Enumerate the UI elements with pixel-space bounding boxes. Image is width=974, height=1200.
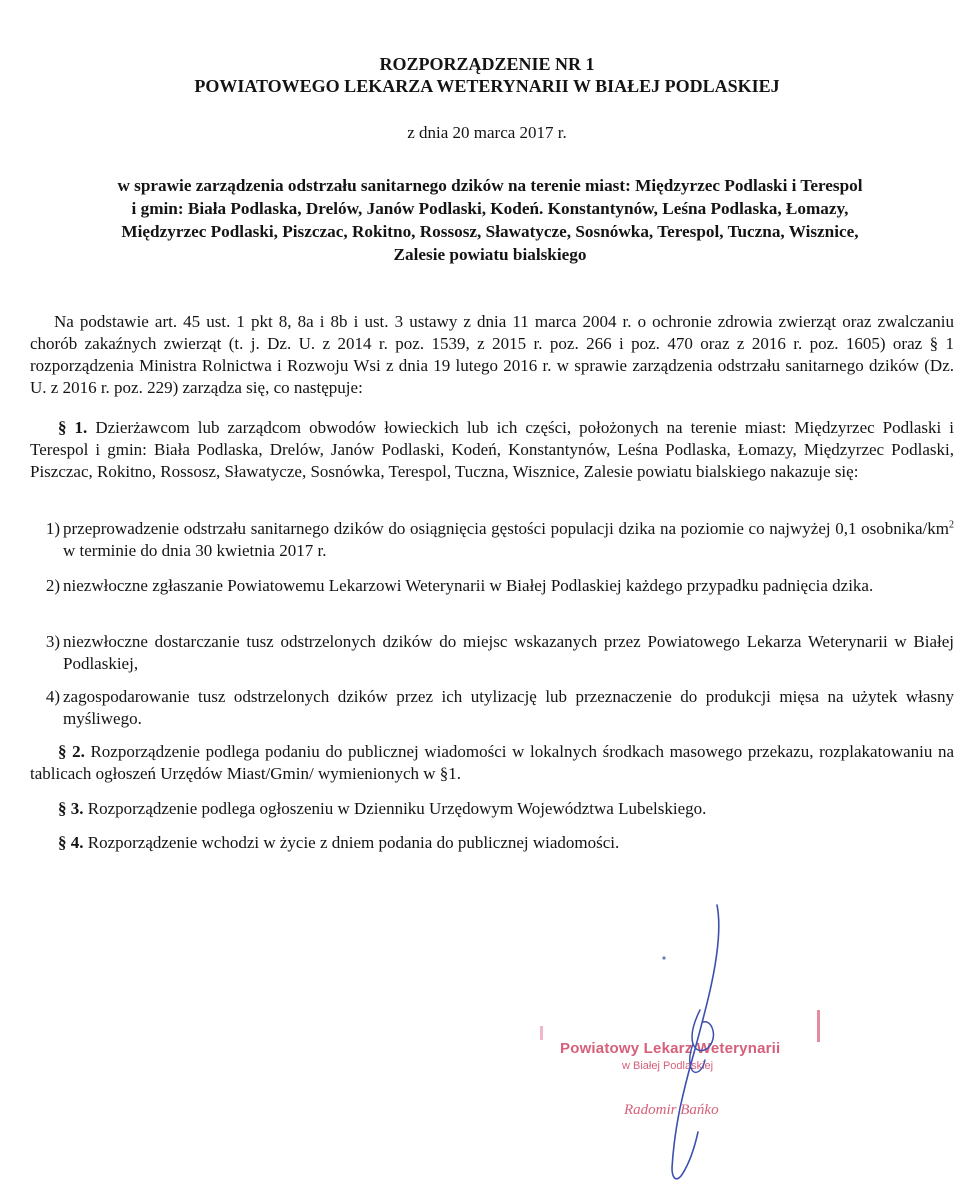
- list-item: [30, 631, 954, 675]
- document-title-line1: ROZPORZĄDZENIE NR 1: [379, 54, 595, 74]
- section-text: Rozporządzenie wchodzi w życie z dniem podania do publicznej wiadomości.: [87, 833, 620, 852]
- section-number: § 1.: [58, 418, 88, 437]
- section-4: [30, 832, 954, 854]
- official-stamp: [540, 1010, 830, 1150]
- section-text: Rozporządzenie podlega ogłoszeniu w Dzienniku Urzędowym Województwa Lubelskiego.: [87, 799, 707, 818]
- list-item-text: niezwłoczne zgłaszanie Powiatowemu Lekarzowi Weterynarii w Białej Podlaskiej każdego przypadku padnięcia dzika.: [63, 576, 874, 595]
- section-number: § 4.: [58, 833, 84, 852]
- list-item-number: 3): [45, 632, 60, 651]
- stamp-office-title: Powiatowy Lekarz Weterynarii: [560, 1040, 781, 1057]
- list-item-number: 4): [45, 687, 60, 706]
- section-2: [30, 741, 954, 785]
- stamp-mark: [817, 1010, 820, 1042]
- section-1: [30, 417, 954, 483]
- document-title-line2: POWIATOWEGO LEKARZA WETERYNARII W BIAŁEJ PODLASKIEJ: [194, 76, 780, 96]
- list-item-text: przeprowadzenie odstrzału sanitarnego dzików do osiągnięcia gęstości populacji dzika na poziomie co najwyżej 0,1 osobnika/$km^2$ w terminie do dnia 30 kwietnia 2017 r.: [63, 519, 954, 560]
- legal-basis-paragraph: Na podstawie art. 45 ust. 1 pkt 8, 8a i 8b i ust. 3 ustawy z dnia 11 marca 2004 r. o ochronie zdrowia zwierząt oraz zwalczaniu chorób zakaźnych zwierząt (t. j. Dz. U. z 2014 r. poz. 1539, z 2015 r. poz. 266 i poz. 470 oraz z 2016 r. poz. 1605) oraz § 1 rozporządzenia Ministra Rolnictwa i Rozwoju Wsi z dnia 19 lutego 2016 r. w sprawie zarządzenia odstrzału sanitarnego dzików (Dz. U. z 2016 r. poz. 229) zarządza się, co następuje:: [30, 312, 954, 397]
- list-item: [30, 686, 954, 730]
- list-item-number: 1): [45, 519, 60, 538]
- stamp-signatory-name: Radomir Bańko: [624, 1102, 719, 1118]
- subject-line: Zalesie powiatu bialskiego: [393, 245, 587, 264]
- stamp-mark: [540, 1026, 543, 1040]
- document-date: z dnia 20 marca 2017 r.: [407, 123, 567, 142]
- section-3: [30, 798, 954, 820]
- stamp-office-location: w Białej Podlaskiej: [622, 1060, 714, 1072]
- superscript: 2: [949, 519, 954, 531]
- subject-line: Międzyrzec Podlaski, Piszczac, Rokitno, Rossosz, Sławatycze, Sosnówka, Terespol, Tuczna, Wisznice,: [121, 222, 859, 241]
- section-number: § 2.: [58, 742, 85, 761]
- list-item-text: niezwłoczne dostarczanie tusz odstrzelonych dzików do miejsc wskazanych przez Powiatowego Lekarza Weterynarii w Białej Podlaskiej,: [63, 632, 954, 673]
- section-text: Rozporządzenie podlega podaniu do publicznej wiadomości w lokalnych środkach masowego przekazu, rozplakatowaniu na tablicach ogłoszeń Urzędów Miast/Gmin/ wymienionych w §1.: [30, 742, 955, 783]
- list-item-text: zagospodarowanie tusz odstrzelonych dzików przez ich utylizację lub przeznaczenie do produkcji mięsa na użytek własny myśliwego.: [63, 687, 954, 728]
- subject-line: w sprawie zarządzenia odstrzału sanitarnego dzików na terenie miast: Międzyrzec Podlaski i Terespol: [117, 176, 863, 195]
- subject-line: i gmin: Biała Podlaska, Drelów, Janów Podlaski, Kodeń. Konstantynów, Leśna Podlaska, Łomazy,: [131, 199, 849, 218]
- list-item-number: 2): [45, 576, 60, 595]
- section-number: § 3.: [58, 799, 84, 818]
- list-item: [30, 575, 954, 597]
- list-item: [30, 518, 954, 562]
- section-text: Dzierżawcom lub zarządcom obwodów łowieckich lub ich części, położonych na terenie miast: Międzyrzec Podlaski i Terespol i gmin: Biała Podlaska, Drelów, Janów Podlaski, Kodeń, Konstantynów, Leśna Podlaska, Łomazy, Międzyrzec Podlaski, Piszczac, Rokitno, Rossosz, Sławatycze, Sosnówka, Terespol, Tuczna, Wisznice, Zalesie powiatu bialskiego nakazuje się:: [30, 418, 954, 481]
- document-subject: [40, 174, 940, 266]
